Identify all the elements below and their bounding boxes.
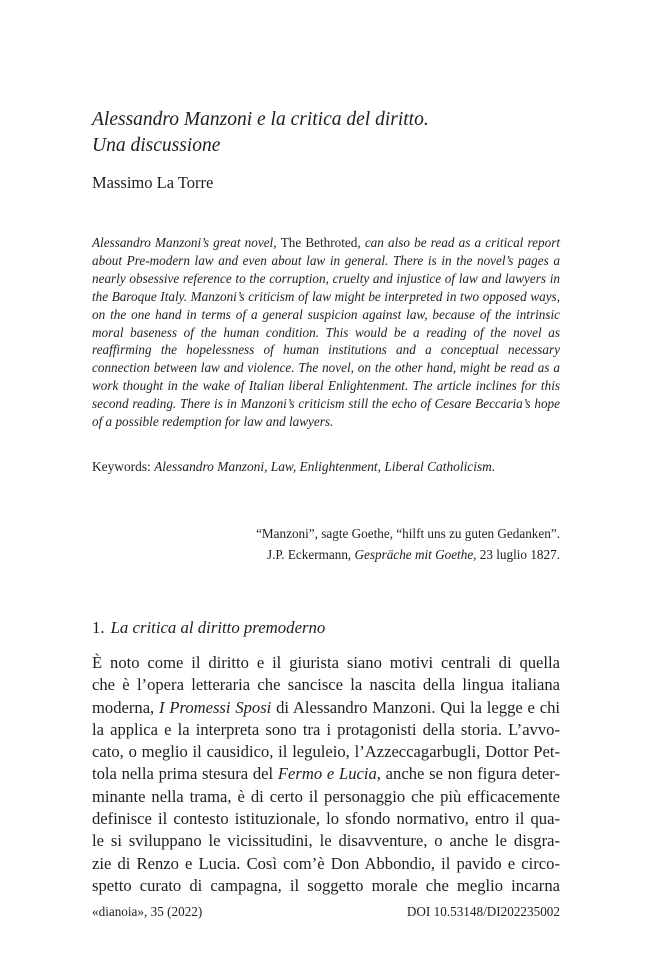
epigraph-source-author: J.P. Eckermann, — [266, 547, 355, 562]
abstract-novel-title: The Bethroted — [280, 235, 358, 250]
footer-journal: «dianoia», 35 (2022) — [92, 904, 203, 919]
novel-title-fermo-e-lucia: Fermo e Lucia — [277, 764, 377, 784]
article-title-line-2: Una discussione — [92, 135, 221, 156]
article-author: Massimo La Torre — [92, 173, 214, 192]
body-line: minante nella trama, è di certo il personaggio che più efficacemente — [92, 786, 560, 806]
abstract — [92, 234, 560, 431]
body-line-part: tola nella prima stesura del — [92, 764, 278, 784]
epigraph-quote: “Manzoni”, sagte Goethe, “hilft uns zu guten Gedanken”. — [256, 526, 560, 541]
body-line-part: , anche se non figura deter- — [376, 764, 561, 784]
body-line: spetto curato di campagna, il soggetto morale che meglio incarna — [92, 875, 560, 895]
body-line: zie di Renzo e Lucia. Così com’è Don Abbondio, il pavido e circo- — [92, 853, 560, 873]
body-line-part: di Alessandro Manzoni. Qui la legge e chi — [271, 697, 560, 717]
article-title — [92, 107, 562, 159]
section-title: La critica al diritto premoderno — [110, 618, 326, 637]
epigraph-source-date: , 23 luglio 1827. — [473, 547, 560, 562]
body-line: che è l’opera letteraria che sancisce la nascita della lingua italiana — [92, 675, 560, 695]
body-line: la applica e la interpreta sono tra i protagonisti della storia. L’avvo- — [92, 719, 560, 739]
article-title-line-1: Alessandro Manzoni e la critica del diritto. — [92, 109, 429, 130]
keywords-label: Keywords: — [92, 459, 155, 474]
epigraph — [90, 523, 560, 565]
body-line — [92, 697, 560, 719]
body-line: le si sviluppano le vicissitudini, le disavventure, o anche le disgra- — [92, 831, 560, 851]
section-number: 1. — [92, 618, 105, 637]
section-heading — [92, 617, 325, 639]
body-paragraph — [92, 652, 560, 897]
keywords — [92, 458, 562, 476]
body-line — [92, 763, 560, 785]
body-line: cato, o meglio il causidico, il leguleio, l’Azzeccagarbugli, Dottor Pet- — [92, 742, 560, 762]
abstract-lead: Alessandro Manzoni’s great novel, — [92, 235, 281, 250]
body-line: È noto come il diritto e il giurista siano motivi centrali di quella — [92, 653, 560, 672]
body-line-part: moderna, — [92, 697, 160, 717]
body-line: definisce il contesto istituzionale, lo sfondo normativo, entro il qua- — [92, 809, 560, 829]
abstract-text: , can also be read as a critical report about Pre-modern law and even about law in general. There is in the novel’s pages a nearly obsessive reference to the corruption, cruelty and injustice of law and lawyers in the Baroque Italy. Manzoni’s criticism of law might be interpreted in two opposed ways, on the one hand in terms of a general suspicion against law, because of the intrinsic moral baseness of the human condition. This would be a reading of the novel as reaffirming the hopelessness of human institutions and a conceptual necessary connection between law and violence. The novel, on the other hand, might be read as a work thought in the wake of Italian liberal Enlightenment. The article inclines for this second reading. There is in Manzoni’s criticism still the echo of Cesare Beccaria’s hope of a possible redemption for law and lawyers. — [92, 235, 560, 430]
epigraph-source — [90, 544, 560, 565]
epigraph-source-work: Gespräche mit Goethe — [354, 547, 474, 562]
novel-title-promessi-sposi: I Promessi Sposi — [159, 697, 272, 717]
keywords-list: Alessandro Manzoni, Law, Enlightenment, Liberal Catholicism. — [154, 459, 496, 474]
footer-doi: DOI 10.53148/DI202235002 — [406, 904, 560, 919]
